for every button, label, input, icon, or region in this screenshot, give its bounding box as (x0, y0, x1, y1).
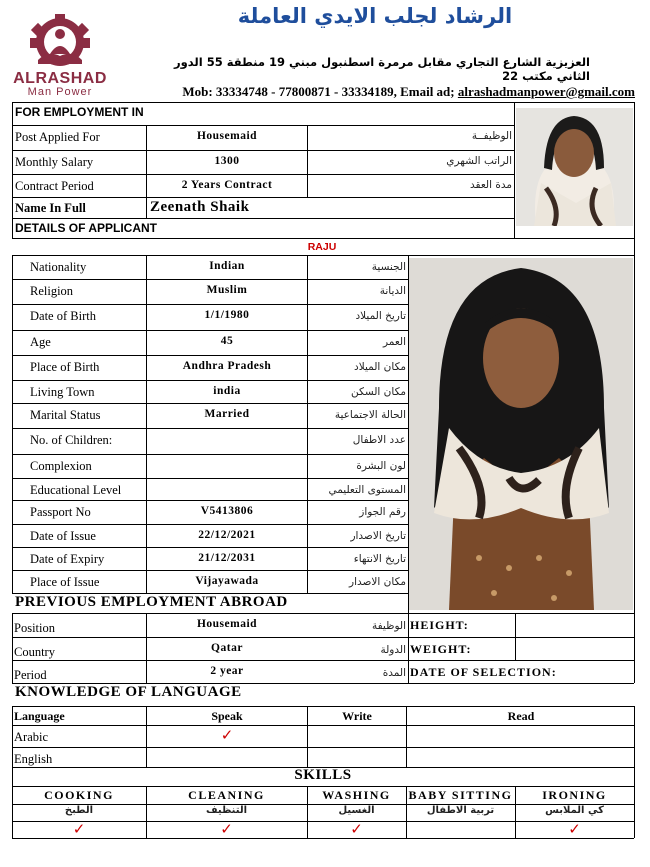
skill-name: COOKING (44, 788, 114, 802)
company-logo (8, 10, 118, 100)
language-header: Language (14, 709, 65, 723)
grid-line (12, 706, 13, 767)
grid-line (12, 660, 634, 661)
grid-line (307, 255, 308, 593)
applicant-label: Nationality (30, 260, 87, 274)
employment-label-ar: الوظيفــة (471, 130, 512, 142)
section-employment: FOR EMPLOYMENT IN (15, 105, 144, 119)
applicant-value: Indian (209, 260, 245, 272)
applicant-label-ar: الحالة الاجتماعية (334, 409, 406, 421)
applicant-value: Andhra Pradesh (182, 360, 272, 372)
grid-line (307, 786, 308, 838)
section-skills: SKILLS (294, 767, 352, 783)
grid-line (12, 524, 408, 525)
applicant-value: 1/1/1980 (204, 309, 250, 321)
name-label: Name In Full (15, 201, 86, 215)
applicant-label-ar: لون البشرة (356, 460, 406, 472)
previous-side-field: WEIGHT: (410, 642, 472, 656)
employment-value: Housemaid (196, 130, 258, 142)
speak-check: ✓ (220, 728, 234, 744)
grid-line (146, 255, 147, 593)
language-header: Write (342, 709, 372, 723)
language-name: English (14, 752, 53, 766)
applicant-label-ar: تاريخ الاصدار (350, 530, 406, 542)
skill-name-ar: الغسيل (338, 805, 375, 816)
previous-side-field: HEIGHT: (410, 618, 469, 632)
grid-line (12, 786, 634, 787)
section-previous: PREVIOUS EMPLOYMENT ABROAD (15, 594, 288, 610)
grid-line (514, 102, 515, 238)
grid-line (634, 706, 635, 767)
grid-line (12, 706, 634, 707)
employment-value: 2 Years Contract (181, 179, 273, 191)
skill-name: IRONING (542, 788, 607, 802)
applicant-label: Passport No (30, 505, 91, 519)
previous-value: 2 year (210, 665, 244, 677)
applicant-label: Place of Birth (30, 360, 100, 374)
grid-line (12, 428, 408, 429)
grid-line (12, 355, 408, 356)
applicant-name: Zeenath Shaik (150, 199, 250, 215)
applicant-label-ar: مكان الاصدار (349, 576, 406, 588)
applicant-label-ar: العمر (382, 336, 406, 348)
grid-line (146, 706, 147, 767)
employment-label: Contract Period (15, 179, 94, 193)
applicant-label-ar: المستوى التعليمي (328, 484, 406, 496)
employment-value: 1300 (214, 155, 240, 167)
applicant-label-ar: الجنسية (371, 261, 406, 273)
grid-line (12, 613, 634, 614)
grid-line (146, 786, 147, 838)
logo-brand: ALRASHAD (13, 70, 107, 87)
applicant-photo-large (409, 258, 633, 610)
employment-label-ar: مدة العقد (470, 179, 512, 191)
grid-line (12, 804, 634, 805)
applicant-value: Married (204, 408, 250, 420)
previous-label: Period (14, 668, 47, 682)
grid-line (12, 150, 514, 151)
applicant-label: Date of Expiry (30, 552, 105, 566)
contact-line (120, 84, 635, 100)
applicant-photo-small (516, 108, 633, 226)
applicant-label: Complexion (30, 459, 92, 473)
employment-label: Monthly Salary (15, 155, 94, 169)
agent-name: RAJU (307, 241, 337, 253)
grid-line (12, 238, 634, 239)
applicant-label: Date of Issue (30, 529, 96, 543)
applicant-label: Age (30, 335, 51, 349)
previous-label-ar: الوظيفة (371, 620, 406, 632)
skill-name: BABY SITTING (408, 788, 513, 802)
applicant-value: Muslim (206, 284, 248, 296)
grid-line (12, 102, 13, 238)
applicant-label: Date of Birth (30, 309, 96, 323)
applicant-value: india (213, 385, 241, 397)
skill-check: ✓ (72, 822, 86, 838)
company-address-ar: العزيزية الشارع التجاري مقابل مرمرة اسطنبول مبني 19 منطقة 55 الدور الثاني مكتب 22 (174, 55, 590, 83)
employment-label: Post Applied For (15, 130, 100, 144)
applicant-label: Educational Level (30, 483, 122, 497)
applicant-value: 22/12/2021 (198, 529, 256, 541)
grid-line (634, 102, 635, 238)
grid-line (12, 218, 514, 219)
applicant-label-ar: رقم الجواز (359, 506, 406, 518)
applicant-label-ar: تاريخ الميلاد (355, 310, 406, 322)
applicant-label: Religion (30, 284, 74, 298)
mobile-numbers: Mob: 33334748 - 77800871 - 33334189, Email ad; (182, 84, 455, 99)
grid-line (146, 197, 147, 218)
applicant-label: Living Town (30, 385, 95, 399)
applicant-value: V5413806 (200, 505, 254, 517)
applicant-value: 45 (220, 335, 234, 347)
previous-value: Qatar (211, 642, 243, 654)
grid-line (146, 613, 147, 683)
grid-line (12, 304, 408, 305)
grid-line (406, 706, 407, 767)
grid-line (515, 786, 516, 838)
grid-line (12, 613, 13, 683)
skill-name-ar: كي الملابس (545, 805, 604, 816)
email-link[interactable]: alrashadmanpower@gmail.com (457, 84, 635, 99)
grid-line (12, 637, 634, 638)
applicant-label-ar: مكان الميلاد (354, 361, 406, 373)
skill-name-ar: الطبخ (64, 805, 94, 816)
skill-name-ar: التنظيف (205, 805, 248, 816)
grid-line (634, 767, 635, 838)
section-applicant: DETAILS OF APPLICANT (15, 221, 157, 235)
language-header: Read (507, 709, 535, 723)
grid-line (146, 125, 147, 197)
previous-label: Position (14, 621, 55, 635)
grid-line (634, 613, 635, 683)
grid-line (12, 767, 13, 838)
grid-line (307, 706, 308, 767)
previous-side-field: DATE OF SELECTION: (410, 665, 557, 679)
grid-line (515, 613, 516, 660)
grid-line (12, 570, 408, 571)
skill-name: WASHING (322, 788, 391, 802)
applicant-label-ar: عدد الاطفال (352, 434, 406, 446)
grid-line (406, 786, 407, 838)
grid-line (12, 380, 408, 381)
grid-line (12, 478, 408, 479)
grid-line (12, 125, 514, 126)
logo-gear-icon (8, 10, 118, 72)
grid-line (12, 174, 514, 175)
previous-label: Country (14, 645, 55, 659)
grid-line (12, 330, 408, 331)
skill-check: ✓ (220, 822, 233, 838)
grid-line (12, 821, 634, 822)
applicant-label: Marital Status (30, 408, 101, 422)
grid-line (12, 102, 634, 103)
grid-line (12, 500, 408, 501)
previous-value: Housemaid (196, 618, 258, 630)
skill-check: ✓ (568, 822, 581, 838)
grid-line (12, 454, 408, 455)
grid-line (12, 255, 13, 593)
applicant-label: No. of Children: (30, 433, 113, 447)
employment-label-ar: الراتب الشهري (446, 155, 512, 167)
grid-line (408, 613, 409, 683)
grid-line (12, 838, 634, 839)
applicant-label: Place of Issue (30, 575, 100, 589)
grid-line (12, 279, 408, 280)
applicant-label-ar: مكان السكن (351, 386, 406, 398)
logo-subtitle: Man Power (27, 86, 93, 98)
skill-name-ar: تربية الاطفال (426, 805, 495, 816)
previous-label-ar: الدولة (380, 644, 406, 656)
applicant-value: Vijayawada (195, 575, 259, 587)
applicant-value: 21/12/2031 (198, 552, 256, 564)
applicant-label-ar: تاريخ الانتهاء (353, 553, 406, 565)
grid-line (12, 403, 408, 404)
language-header: Speak (211, 709, 243, 723)
section-language: KNOWLEDGE OF LANGUAGE (15, 684, 242, 700)
grid-line (12, 747, 634, 748)
grid-line (12, 547, 408, 548)
grid-line (634, 238, 635, 613)
skill-name: CLEANING (188, 788, 265, 802)
grid-line (12, 255, 634, 256)
company-title-ar: الرشاد لجلب الايدي العاملة (237, 4, 513, 28)
language-name: Arabic (14, 730, 49, 744)
grid-line (12, 197, 514, 198)
applicant-label-ar: الديانة (379, 285, 406, 297)
grid-line (12, 725, 634, 726)
previous-label-ar: المدة (382, 667, 406, 679)
skill-check: ✓ (350, 822, 363, 838)
grid-line (307, 125, 308, 197)
